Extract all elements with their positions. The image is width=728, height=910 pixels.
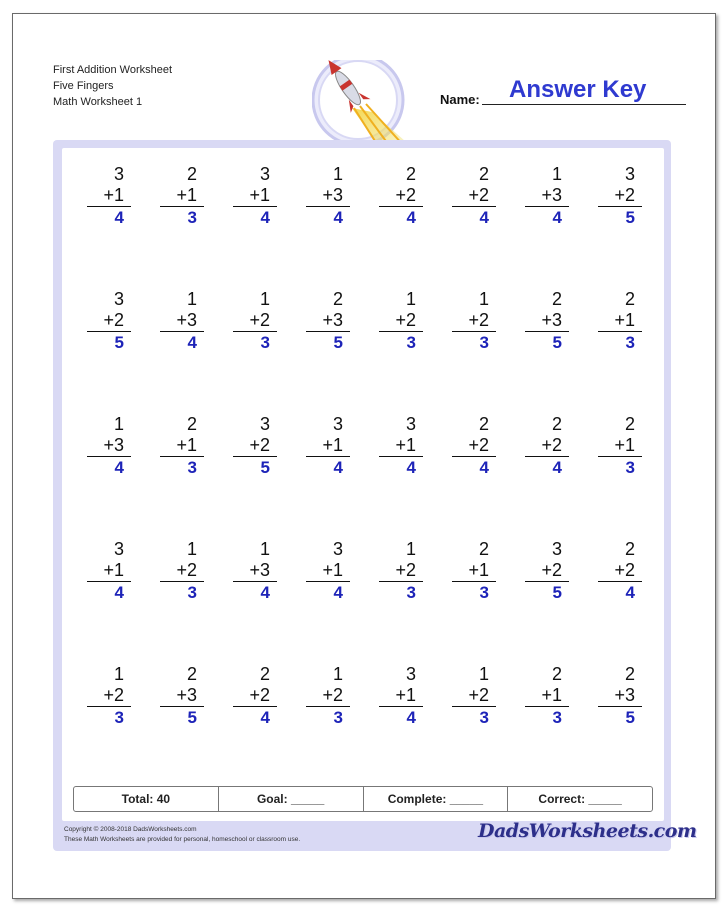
addend-top: 2 — [624, 414, 635, 434]
addend-top: 2 — [551, 664, 562, 684]
answer-sum: 4 — [625, 583, 635, 602]
correct-field[interactable]: Correct: _____ — [538, 792, 622, 806]
answer-sum: 3 — [406, 583, 416, 602]
name-underline — [482, 104, 686, 105]
answer-sum: 3 — [479, 333, 489, 352]
answer-sum: 4 — [114, 458, 124, 477]
addend-top: 1 — [113, 414, 124, 434]
addition-problem — [233, 414, 277, 479]
addition-problem — [87, 289, 131, 354]
addend-bottom: +2 — [233, 435, 277, 457]
answer-sum: 4 — [479, 458, 489, 477]
addend-bottom: +2 — [379, 560, 423, 582]
addition-problem — [306, 414, 350, 479]
addend-top: 2 — [186, 664, 197, 684]
addend-top: 3 — [624, 164, 635, 184]
addition-problem — [87, 414, 131, 479]
addend-bottom: +3 — [525, 310, 569, 332]
addition-problem — [306, 289, 350, 354]
addition-problem — [379, 539, 423, 604]
addition-problem — [452, 539, 496, 604]
addend-top: 1 — [405, 289, 416, 309]
addend-bottom: +3 — [160, 685, 204, 707]
addend-top: 1 — [478, 289, 489, 309]
addend-bottom: +3 — [598, 685, 642, 707]
addend-bottom: +3 — [160, 310, 204, 332]
addend-top: 2 — [624, 289, 635, 309]
addend-bottom: +1 — [598, 435, 642, 457]
addend-bottom: +1 — [452, 560, 496, 582]
complete-field[interactable]: Complete: _____ — [364, 787, 509, 811]
answer-key-label: Answer Key — [509, 76, 647, 103]
addition-problem — [233, 289, 277, 354]
addend-bottom: +2 — [233, 310, 277, 332]
addition-problem — [160, 539, 204, 604]
answer-sum: 3 — [552, 708, 562, 727]
answer-sum: 5 — [625, 708, 635, 727]
addition-problem — [598, 289, 642, 354]
name-label: Name: — [440, 92, 480, 107]
addition-problem — [160, 414, 204, 479]
addition-problem — [525, 539, 569, 604]
name-field[interactable] — [440, 76, 688, 106]
addend-top: 3 — [113, 164, 124, 184]
addend-top: 3 — [332, 539, 343, 559]
addend-bottom: +3 — [525, 185, 569, 207]
answer-sum: 3 — [260, 333, 270, 352]
answer-sum: 4 — [333, 458, 343, 477]
addend-top: 3 — [405, 664, 416, 684]
answer-sum: 5 — [625, 208, 635, 227]
worksheet-number: Math Worksheet 1 — [53, 96, 143, 108]
addend-bottom: +2 — [379, 310, 423, 332]
addend-top: 1 — [478, 664, 489, 684]
addend-top: 2 — [478, 414, 489, 434]
answer-sum: 5 — [333, 333, 343, 352]
addend-top: 1 — [332, 664, 343, 684]
answer-sum: 4 — [333, 208, 343, 227]
addend-bottom: +1 — [87, 185, 131, 207]
addend-top: 2 — [478, 539, 489, 559]
addend-bottom: +1 — [525, 685, 569, 707]
addend-bottom: +3 — [306, 185, 350, 207]
addition-problem — [160, 664, 204, 729]
addition-problem — [598, 164, 642, 229]
addend-top: 3 — [113, 539, 124, 559]
addend-bottom: +1 — [306, 435, 350, 457]
usage-text: These Math Worksheets are provided for personal, homeschool or classroom use. — [64, 836, 301, 843]
worksheet-title: First Addition Worksheet — [53, 64, 173, 76]
addend-top: 2 — [186, 164, 197, 184]
addition-problem — [452, 289, 496, 354]
answer-sum: 4 — [260, 708, 270, 727]
addend-bottom: +1 — [160, 435, 204, 457]
addend-top: 1 — [113, 664, 124, 684]
addend-top: 1 — [332, 164, 343, 184]
addend-top: 2 — [332, 289, 343, 309]
addend-bottom: +1 — [233, 185, 277, 207]
score-bar — [73, 786, 653, 812]
addend-top: 1 — [186, 289, 197, 309]
addition-problem — [525, 664, 569, 729]
answer-sum: 3 — [479, 583, 489, 602]
addend-top: 1 — [405, 539, 416, 559]
addend-top: 1 — [259, 539, 270, 559]
addition-problem — [306, 664, 350, 729]
answer-sum: 4 — [552, 458, 562, 477]
addend-bottom: +1 — [379, 435, 423, 457]
addition-problem — [598, 414, 642, 479]
answer-sum: 3 — [625, 458, 635, 477]
addend-bottom: +2 — [87, 685, 131, 707]
answer-sum: 5 — [114, 333, 124, 352]
addend-top: 3 — [405, 414, 416, 434]
answer-sum: 4 — [479, 208, 489, 227]
addend-top: 3 — [259, 414, 270, 434]
footer-text — [64, 825, 300, 845]
addend-bottom: +3 — [87, 435, 131, 457]
addend-bottom: +2 — [452, 310, 496, 332]
answer-sum: 5 — [552, 333, 562, 352]
addend-bottom: +2 — [233, 685, 277, 707]
addend-top: 2 — [551, 414, 562, 434]
answer-sum: 3 — [187, 208, 197, 227]
answer-sum: 3 — [479, 708, 489, 727]
worksheet-subtitle: Five Fingers — [53, 80, 114, 92]
addition-problem — [452, 664, 496, 729]
addend-top: 2 — [624, 539, 635, 559]
addend-top: 3 — [332, 414, 343, 434]
addend-bottom: +2 — [452, 685, 496, 707]
addition-problem — [452, 414, 496, 479]
addend-bottom: +2 — [452, 185, 496, 207]
addition-problem — [306, 164, 350, 229]
answer-sum: 4 — [406, 208, 416, 227]
addend-bottom: +2 — [87, 310, 131, 332]
answer-sum: 5 — [187, 708, 197, 727]
addition-problem — [598, 664, 642, 729]
problems-panel — [62, 148, 664, 821]
addend-bottom: +2 — [598, 560, 642, 582]
addend-top: 1 — [186, 539, 197, 559]
addend-bottom: +1 — [160, 185, 204, 207]
addend-bottom: +1 — [379, 685, 423, 707]
addend-bottom: +2 — [160, 560, 204, 582]
addition-problem — [379, 414, 423, 479]
addend-bottom: +2 — [598, 185, 642, 207]
answer-sum: 4 — [406, 708, 416, 727]
worksheet-info — [53, 62, 172, 110]
addition-problem — [379, 664, 423, 729]
addition-problem — [525, 414, 569, 479]
answer-sum: 4 — [114, 208, 124, 227]
answer-sum: 5 — [552, 583, 562, 602]
copyright-text: Copyright © 2008-2018 DadsWorksheets.com — [64, 826, 197, 833]
addition-problem — [87, 164, 131, 229]
addition-problem — [233, 664, 277, 729]
addend-bottom: +3 — [233, 560, 277, 582]
addend-bottom: +2 — [452, 435, 496, 457]
addend-top: 2 — [259, 664, 270, 684]
addend-top: 3 — [259, 164, 270, 184]
addition-problem — [525, 164, 569, 229]
answer-sum: 3 — [187, 458, 197, 477]
addend-bottom: +2 — [525, 435, 569, 457]
addend-bottom: +2 — [306, 685, 350, 707]
addend-bottom: +2 — [379, 185, 423, 207]
addend-top: 2 — [624, 664, 635, 684]
answer-sum: 4 — [260, 583, 270, 602]
answer-sum: 3 — [333, 708, 343, 727]
answer-sum: 4 — [260, 208, 270, 227]
addition-problem — [452, 164, 496, 229]
answer-sum: 3 — [187, 583, 197, 602]
addend-bottom: +3 — [306, 310, 350, 332]
addition-problem — [233, 539, 277, 604]
answer-sum: 4 — [187, 333, 197, 352]
addend-top: 1 — [551, 164, 562, 184]
addend-bottom: +1 — [87, 560, 131, 582]
brand-logo[interactable]: DadsWorksheets.com — [478, 820, 697, 842]
answer-sum: 3 — [114, 708, 124, 727]
addend-bottom: +1 — [598, 310, 642, 332]
answer-sum: 4 — [552, 208, 562, 227]
answer-sum: 4 — [406, 458, 416, 477]
answer-sum: 5 — [260, 458, 270, 477]
addition-problem — [379, 289, 423, 354]
addition-problem — [379, 164, 423, 229]
answer-sum: 4 — [333, 583, 343, 602]
addition-problem — [233, 164, 277, 229]
addend-top: 1 — [259, 289, 270, 309]
addition-problem — [525, 289, 569, 354]
goal-field[interactable]: Goal: _____ — [219, 787, 364, 811]
answer-sum: 4 — [114, 583, 124, 602]
addition-problem — [160, 289, 204, 354]
addend-bottom: +1 — [306, 560, 350, 582]
answer-sum: 3 — [406, 333, 416, 352]
addend-top: 2 — [478, 164, 489, 184]
addition-problem — [160, 164, 204, 229]
addend-top: 2 — [551, 289, 562, 309]
addend-top: 3 — [551, 539, 562, 559]
addend-top: 3 — [113, 289, 124, 309]
total-count: Total: 40 — [74, 787, 219, 811]
addend-top: 2 — [405, 164, 416, 184]
answer-sum: 3 — [625, 333, 635, 352]
addition-problem — [87, 539, 131, 604]
addition-problem — [598, 539, 642, 604]
addition-problem — [306, 539, 350, 604]
addition-problem — [87, 664, 131, 729]
addend-bottom: +2 — [525, 560, 569, 582]
addend-top: 2 — [186, 414, 197, 434]
